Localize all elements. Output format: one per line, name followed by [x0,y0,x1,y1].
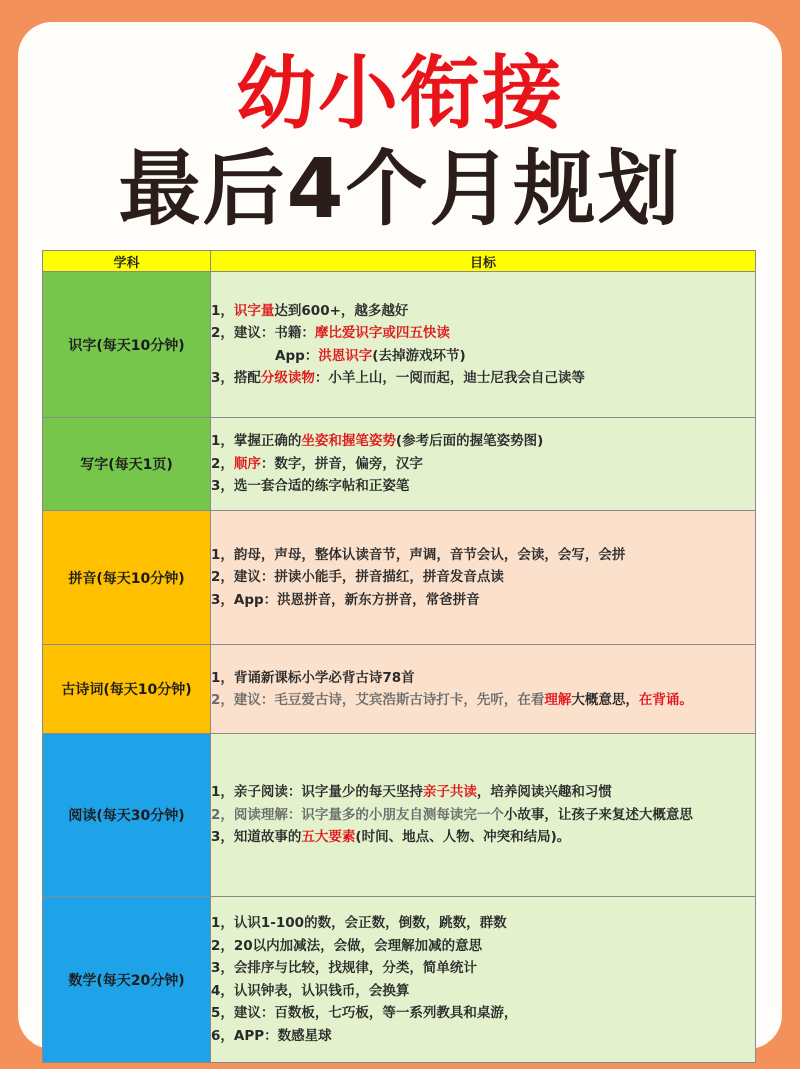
goal-text: 3，知道故事的 [211,829,302,846]
goal-line [211,322,755,345]
subject-cell: 阅读(每天30分钟) [43,734,211,897]
goal-cell [211,272,756,418]
goal-text: 2， [211,455,234,472]
goal-text: 摩比爱识字或四五快读 [314,325,450,341]
goal-text: 识字量 [233,302,275,319]
goal-text: 5，建议：百数板，七巧板，等一系列教具和桌游， [211,1005,518,1021]
goal-line [211,826,755,849]
goal-text: 1，背诵新课标小学必背古诗78首 [211,669,415,686]
goal-cell [211,511,756,645]
table-header-row [43,251,756,272]
goal-line [211,667,755,690]
goal-line [211,566,755,589]
goal-line [211,589,755,612]
goal-line [211,544,755,567]
goal-text: ：数字，拼音，偏旁，汉字 [260,455,423,472]
goal-line [211,475,755,498]
goal-text: 大概意思， [571,692,639,708]
goal-line [211,1002,755,1025]
goal-text: 3，搭配 [211,370,261,386]
goal-text: (参考后面的握笔姿势图) [395,433,544,450]
goal-line [211,935,755,958]
goal-text: ，培养阅读兴趣和习惯 [476,784,612,801]
goal-text: 1，掌握正确的 [211,433,302,450]
header-goal: 目标 [211,251,756,272]
goal-line [211,804,755,827]
goal-text: 2，建议：书籍： [211,325,315,341]
table-row [43,418,756,511]
goal-text: 1，亲子阅读：识字量少的每天坚持 [211,784,423,801]
subject-cell: 数学(每天20分钟) [43,897,211,1063]
goal-text: (去掉游戏环节) [372,347,466,364]
page-title: 幼小衔接 [236,47,564,140]
goal-cell [211,734,756,897]
goal-line [211,781,755,804]
goal-text: 2，阅读理解：识字量多的小朋友自测每读完一个 [211,806,504,823]
goal-text: 五大要素 [301,829,356,846]
subject-cell: 写字(每天1页) [43,418,211,511]
goal-text: 2，建议：毛豆爱古诗，艾宾浩斯古诗打卡，先听，在看 [211,692,545,708]
goal-text: 小故事，让孩子来复述大概意思 [503,806,693,823]
goal-line [211,689,755,712]
goal-text: 2，建议：拼读小能手，拼音描红，拼音发音点读 [211,569,504,586]
goal-text: (时间、地点、人物、冲突和结局)。 [355,829,571,846]
page-subtitle: 最后4个月规划 [118,142,682,237]
goal-text: ：小羊上山，一阅而起，迪士尼我会自己读等 [314,370,585,386]
goal-text: 1，认识1-100的数，会正数，倒数，跳数，群数 [211,915,507,931]
table-row [43,645,756,734]
goal-text: 3，选一套合适的练字帖和正姿笔 [211,478,410,495]
plan-table [42,250,756,1063]
goal-text: 2，20以内加减法，会做，会理解加减的意思 [211,937,483,954]
goal-line [211,957,755,980]
subject-cell: 古诗词(每天10分钟) [43,645,211,734]
subject-cell: 识字(每天10分钟) [43,272,211,418]
goal-text: 理解 [544,692,572,708]
goal-text: 在背诵。 [638,692,693,708]
goal-text: 3，会排序与比较，找规律，分类，简单统计 [211,960,477,976]
subject-cell: 拼音(每天10分钟) [43,511,211,645]
goal-text: 1，韵母，声母，整体认读音节，声调，音节会认，会读，会写，会拼 [211,546,626,563]
goal-text: 分级读物 [260,370,315,386]
header-subject: 学科 [43,251,211,272]
table-row [43,897,756,1063]
goal-line [211,453,755,476]
goal-line [211,980,755,1003]
goal-line [211,367,755,390]
goal-text: 顺序 [233,455,261,472]
goal-text: 坐姿和握笔姿势 [301,433,396,450]
table-row [43,511,756,645]
goal-text: 亲子共读 [422,784,477,801]
table-row [43,734,756,897]
goal-cell [211,897,756,1063]
goal-cell [211,418,756,511]
goal-text: 4，认识钟表，认识钱币，会换算 [211,982,410,999]
goal-line [211,1025,755,1048]
goal-line [211,430,755,453]
goal-text: 6，APP：数感星球 [211,1027,332,1044]
goal-cell [211,645,756,734]
table-row [43,272,756,418]
goal-line [211,300,755,323]
goal-text: App： [275,347,319,364]
goal-text: 1， [211,302,234,319]
goal-text: 3，App：洪恩拼音，新东方拼音，常爸拼音 [211,591,480,608]
goal-text: 达到600+，越多越好 [274,302,409,319]
goal-text: 洪恩识字 [318,347,373,364]
goal-line [211,345,755,368]
goal-line [211,912,755,935]
